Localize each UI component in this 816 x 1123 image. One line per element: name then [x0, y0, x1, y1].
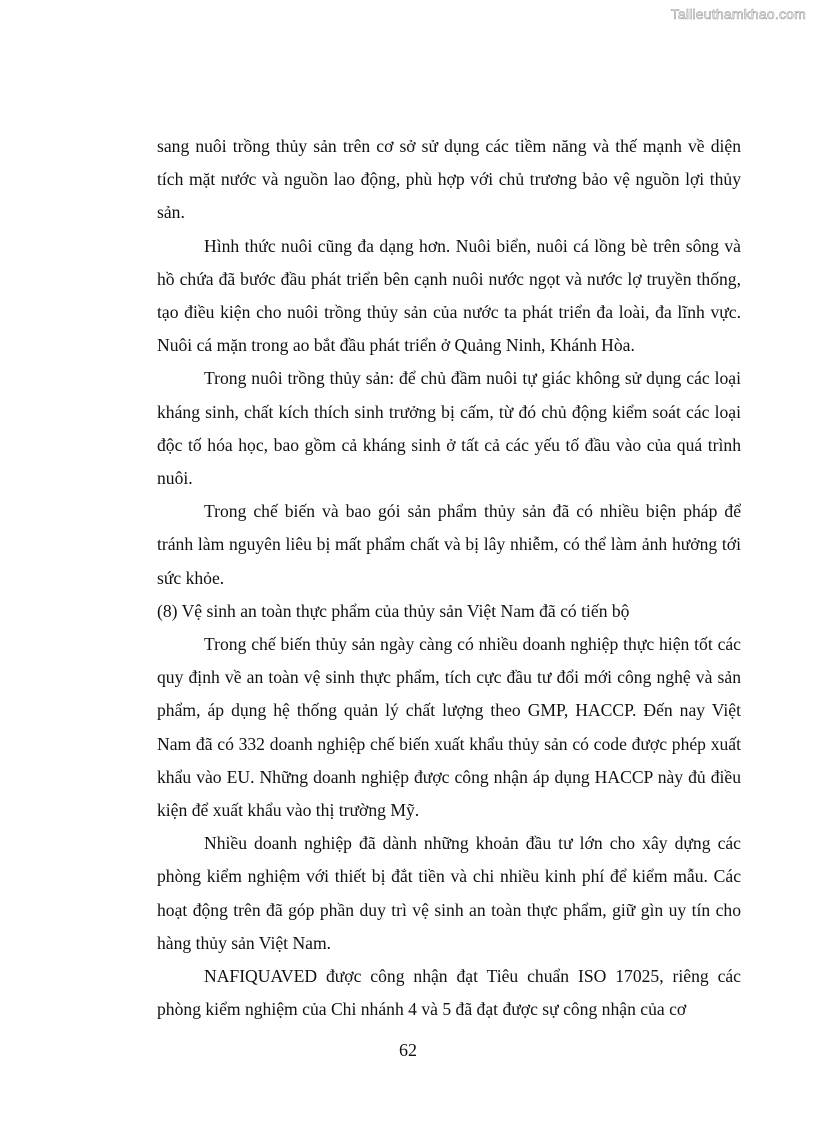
- watermark: Tailieuthamkhao.com: [670, 6, 806, 22]
- section-heading: (8) Vệ sinh an toàn thực phẩm của thủy sản Việt Nam đã có tiến bộ: [157, 600, 630, 621]
- page-body: [157, 130, 741, 1026]
- paragraph: Trong nuôi trồng thủy sản: để chủ đầm nuôi tự giác không sử dụng các loại kháng sinh, chất kích thích sinh trưởng bị cấm, từ đó chủ động kiểm soát các loại độc tố hóa học, bao gồm cả kháng sinh ở tất cả các yếu tố đầu vào của quá trình nuôi.: [157, 368, 741, 489]
- paragraph: Trong chế biến và bao gói sản phẩm thủy sản đã có nhiều biện pháp để tránh làm nguyên liêu bị mất phẩm chất và bị lây nhiễm, có thể làm ảnh hưởng tới sức khỏe.: [157, 501, 741, 588]
- paragraph-continuation: sang nuôi trồng thủy sản trên cơ sở sử dụng các tiềm năng và thế mạnh về diện tích mặt nước và nguồn lao động, phù hợp với chủ trương bảo vệ nguồn lợi thủy sản.: [157, 136, 741, 223]
- page-number: 62: [399, 1040, 417, 1060]
- paragraph: Nhiều doanh nghiệp đã dành những khoản đầu tư lớn cho xây dựng các phòng kiểm nghiệm với thiết bị đắt tiền và chi nhiều kinh phí để kiểm mẫu. Các hoạt động trên đã góp phần duy trì vệ sinh an toàn thực phẩm, giữ gìn uy tín cho hàng thủy sản Việt Nam.: [157, 833, 741, 953]
- paragraph: Hình thức nuôi cũng đa dạng hơn. Nuôi biển, nuôi cá lồng bè trên sông và hồ chứa đã bước đầu phát triển bên cạnh nuôi nước ngọt và nước lợ truyền thống, tạo điều kiện cho nuôi trồng thủy sản của nước ta phát triển đa loài, đa lĩnh vực. Nuôi cá mặn trong ao bắt đầu phát triển ở Quảng Ninh, Khánh Hòa.: [157, 235, 741, 356]
- paragraph: Trong chế biến thủy sản ngày càng có nhiều doanh nghiệp thực hiện tốt các quy định về an toàn vệ sinh thực phẩm, tích cực đầu tư đổi mới công nghệ và sản phẩm, áp dụng hệ thống quản lý chất lượng theo GMP, HACCP. Đến nay Việt Nam đã có 332 doanh nghiệp chế biến xuất khẩu thủy sản có code được phép xuất khẩu vào EU. Những doanh nghiệp được công nhận áp dụng HACCP này đủ điều kiện để xuất khẩu vào thị trường Mỹ.: [157, 634, 741, 821]
- paragraph: NAFIQUAVED được công nhận đạt Tiêu chuẩn ISO 17025, riêng các phòng kiểm nghiệm của Chi nhánh 4 và 5 đã đạt được sự công nhận của cơ: [157, 966, 741, 1020]
